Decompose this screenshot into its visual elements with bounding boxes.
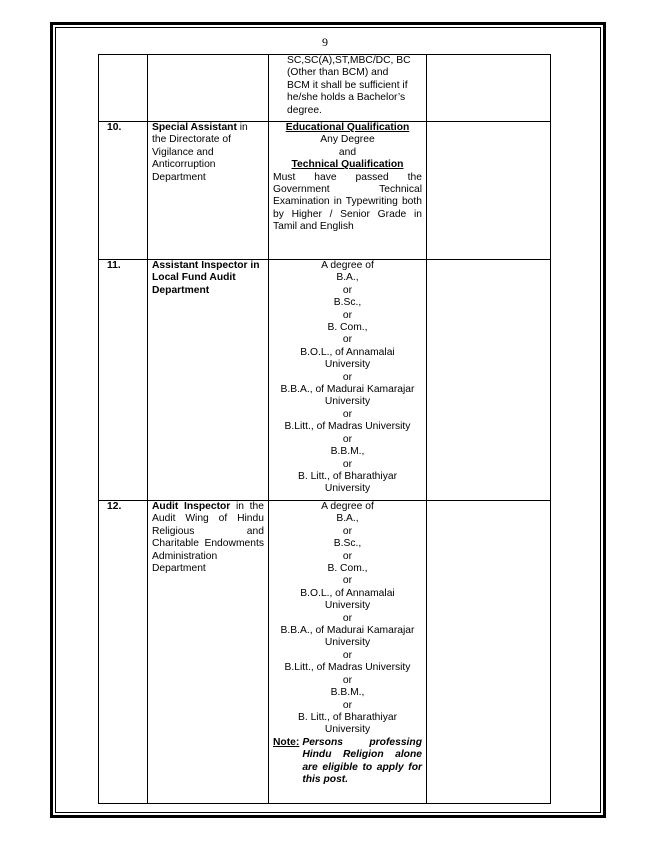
cell-post xyxy=(148,501,269,804)
qualification-line: or xyxy=(342,371,353,383)
qualification-line: B.A., xyxy=(336,272,359,284)
cell-qualification xyxy=(269,122,427,260)
qualification-line: he/she holds a Bachelor’s xyxy=(287,92,406,104)
qualification-line: degree. xyxy=(287,104,322,116)
and-text: and xyxy=(338,146,357,158)
note-label: Note xyxy=(273,736,296,748)
cell-remarks xyxy=(427,55,551,122)
qualification-line: or xyxy=(342,612,353,624)
cell-post xyxy=(148,122,269,260)
qualification-line: B. Litt., of Bharathiyar xyxy=(297,711,397,723)
qualification-line: or xyxy=(342,309,353,321)
qualification-line: B.O.L., of Annamalai xyxy=(300,346,395,358)
qualification-line: or xyxy=(342,699,353,711)
cell-qualification xyxy=(269,55,427,122)
note-colon: : xyxy=(295,736,300,748)
post-detail: in the Directorate of Vigilance and Anticorruption Department xyxy=(152,122,248,183)
qualification-line: University xyxy=(324,359,371,371)
row-number: 11. xyxy=(99,260,148,501)
qualification-line: B. Com., xyxy=(327,563,368,575)
qualification-table xyxy=(98,54,551,804)
cell-qualification xyxy=(269,260,427,501)
cell-number xyxy=(99,55,148,122)
qualification-line: University xyxy=(324,396,371,408)
qualification-line: or xyxy=(342,525,353,537)
qualification-line: University xyxy=(324,637,371,649)
qualification-line: or xyxy=(342,284,353,296)
cell-remarks xyxy=(427,122,551,260)
post-name: Assistant Inspector in Local Fund Audit Department xyxy=(152,260,260,296)
qualification-line: B.O.L., of Annamalai xyxy=(300,587,395,599)
cell-post xyxy=(148,260,269,501)
qualification-line: or xyxy=(342,550,353,562)
page-number: 9 xyxy=(322,35,328,49)
cell-remarks xyxy=(427,260,551,501)
row-number: 10. xyxy=(99,122,148,260)
qualification-line: University xyxy=(324,724,371,736)
row-number: 12. xyxy=(99,501,148,804)
qualification-line: B.Litt., of Madras University xyxy=(284,421,411,433)
qualification-line: B.B.M., xyxy=(330,446,365,458)
note-block xyxy=(273,737,422,787)
qualification-line: B.B.M., xyxy=(330,687,365,699)
table-row-continuation xyxy=(99,55,551,122)
cell-remarks xyxy=(427,501,551,804)
table-row-11 xyxy=(99,260,551,501)
technical-qualification-text: Must have passed the Government Technical Examination in Typewriting both by Higher / Senior Grade in Tamil and English xyxy=(273,171,422,233)
table-row-12 xyxy=(99,501,551,804)
qualification-line: B. Litt., of Bharathiyar xyxy=(297,470,397,482)
qualification-line: (Other than BCM) and xyxy=(287,67,389,79)
qualification-line: or xyxy=(342,575,353,587)
qualification-line: BCM it shall be sufficient if xyxy=(287,79,408,91)
qualification-line: B.Litt., of Madras University xyxy=(284,662,411,674)
qualification-line: B.B.A., of Madurai Kamarajar xyxy=(280,384,415,396)
qualification-line: or xyxy=(342,408,353,420)
qualification-line: B.B.A., of Madurai Kamarajar xyxy=(280,625,415,637)
qualification-line: University xyxy=(324,483,371,495)
qualification-line: or xyxy=(342,433,353,445)
technical-qualification-heading: Technical Qualification xyxy=(291,159,404,171)
qualification-line: SC,SC(A),ST,MBC/DC, BC xyxy=(287,55,411,66)
qualification-line: B.Sc., xyxy=(333,538,362,550)
qualification-line: A degree of xyxy=(321,260,374,271)
qualification-line: or xyxy=(342,334,353,346)
post-detail: in the Audit Wing of Hindu Religious and Charitable Endowments Administration Department xyxy=(152,501,264,575)
qualification-line: B. Com., xyxy=(327,322,368,334)
qualification-line: or xyxy=(342,458,353,470)
post-name: Audit Inspector xyxy=(152,501,231,512)
qualification-line: B.A., xyxy=(336,513,359,525)
cell-post xyxy=(148,55,269,122)
post-name: Special Assistant xyxy=(152,122,237,133)
qualification-line: A degree of xyxy=(321,501,374,512)
qualification-line: B.Sc., xyxy=(333,297,362,309)
educational-qualification-value: Any Degree xyxy=(320,134,375,146)
note-text: Persons professing Hindu Religion alone are eligible to apply for this post. xyxy=(302,736,422,785)
cell-qualification xyxy=(269,501,427,804)
qualification-line: or xyxy=(342,649,353,661)
qualification-line: or xyxy=(342,674,353,686)
educational-qualification-heading: Educational Qualification xyxy=(285,122,410,133)
table-row-10 xyxy=(99,122,551,260)
qualification-line: University xyxy=(324,600,371,612)
